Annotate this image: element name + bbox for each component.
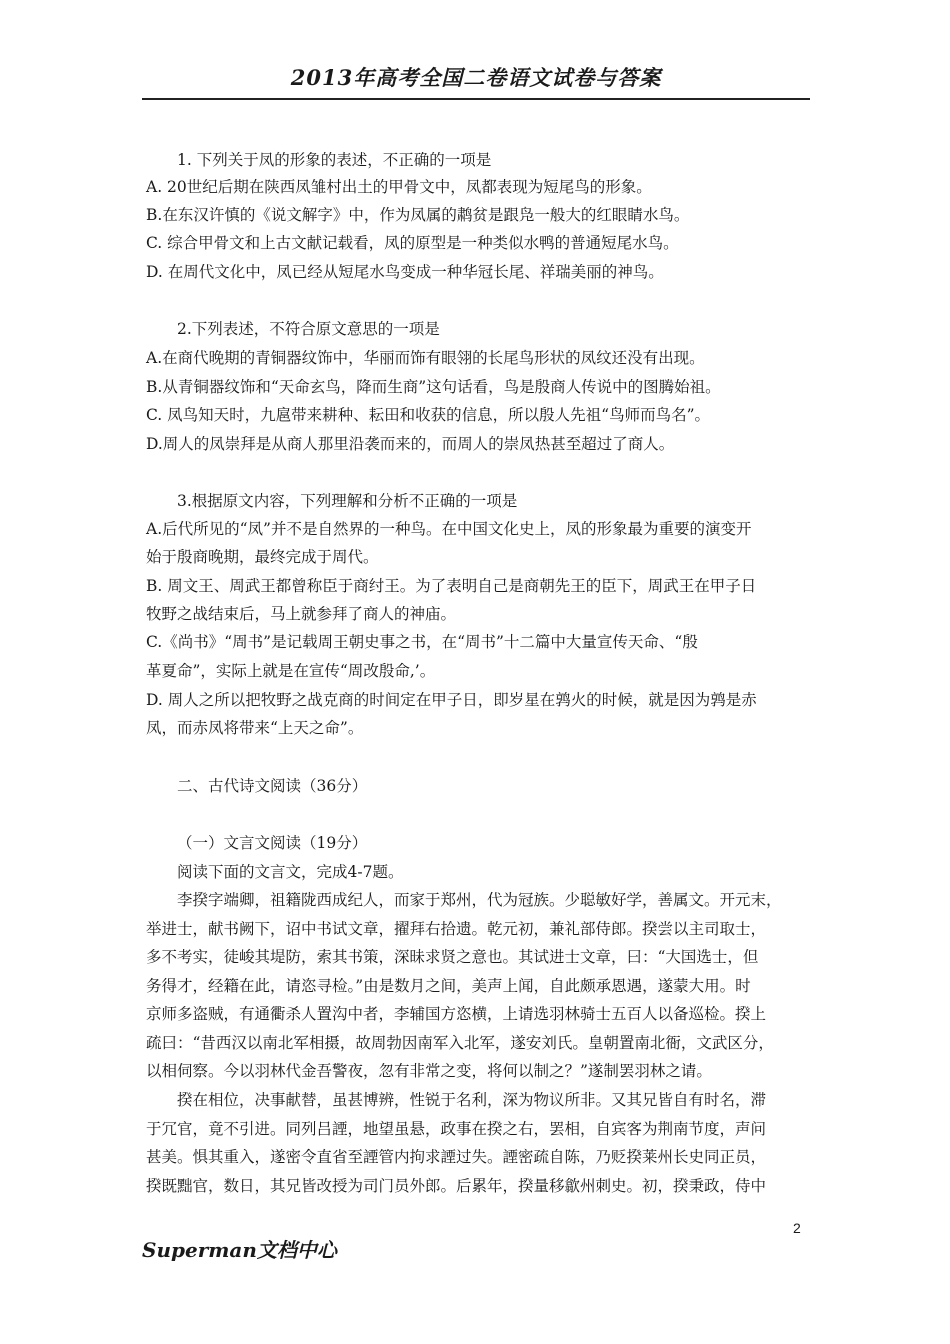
passage-line: 揆在相位，决事献替，虽甚博辨，性锐于名利，深为物议所非。又其兄皆自有时名，滞 xyxy=(177,1091,767,1109)
passage-line: 京师多盗贼，有通衢杀人置沟中者，李辅国方恣横，上请选羽林骑士五百人以备巡检。揆上 xyxy=(146,1005,767,1023)
page-number: 2 xyxy=(793,1220,801,1236)
passage-line: 揆既黜官，数日，其兄皆改授为司门员外郎。后累年，揆量移歙州刺史。初，揆秉政，侍中 xyxy=(146,1177,767,1195)
question-2-option-d: D.周人的凤崇拜是从商人那里沿袭而来的，而周人的崇凤热甚至超过了商人。 xyxy=(146,435,675,453)
reading-instruction: 阅读下面的文言文，完成4-7题。 xyxy=(177,863,404,881)
question-2-option-c: C. 凤鸟知天时，九扈带来耕种、耘田和收获的信息，所以殷人先祖“鸟师而鸟名”。 xyxy=(146,406,711,424)
question-3-option-a-line-1: A.后代所见的“凤”并不是自然界的一种鸟。在中国文化史上，凤的形象最为重要的演变开 xyxy=(146,520,752,538)
passage-line: 以相伺察。今以羽林代金吾警夜，忽有非常之变，将何以制之？”遂制罢羽林之请。 xyxy=(146,1062,712,1080)
question-3-option-c-line-1: C.《尚书》“周书”是记载周王朝史事之书，在“周书”十二篇中大量宣传天命、“殷 xyxy=(146,633,698,651)
question-2-stem: 2.下列表述，不符合原文意思的一项是 xyxy=(177,320,440,338)
section-heading: 二、古代诗文阅读（36分） xyxy=(177,777,368,795)
question-1-stem: 1. 下列关于凤的形象的表述，不正确的一项是 xyxy=(177,151,492,169)
question-3-option-b-line-1: B. 周文王、周武王都曾称臣于商纣王。为了表明自己是商朝先王的臣下，周武王在甲子日 xyxy=(146,577,757,595)
question-3-option-c-line-2: 革夏命”，实际上就是在宣传“周改殷命,’。 xyxy=(146,662,436,680)
question-1-option-b: B.在东汉许慎的《说文解字》中，作为凤属的鹔贫是跟凫一般大的红眼睛水鸟。 xyxy=(146,206,690,224)
passage-line: 多不考实，徒峻其堤防，索其书策，深昧求贤之意也。其试进士文章，曰：“大国选士，但 xyxy=(146,948,759,966)
question-3-option-b-line-2: 牧野之战结束后，马上就参拜了商人的神庙。 xyxy=(146,605,457,623)
question-2-option-b: B.从青铜器纹饰和“天命玄鸟，降而生商”这句话看，鸟是殷商人传说中的图腾始祖。 xyxy=(146,378,721,396)
question-3-option-a-line-2: 始于殷商晚期，最终完成于周代。 xyxy=(146,548,379,566)
passage-line: 举进士，献书阙下，诏中书试文章，擢拜右拾遗。乾元初，兼礼部侍郎。揆尝以主司取士， xyxy=(146,920,767,938)
question-3-option-d-line-2: 凤，而赤凤将带来“上天之命”。 xyxy=(146,719,364,737)
header-divider xyxy=(142,98,810,100)
passage-line: 李揆字端卿，祖籍陇西成纪人，而家于郑州，代为冠族。少聪敏好学，善属文。开元末， xyxy=(177,891,782,909)
subsection-heading: （一）文言文阅读（19分） xyxy=(177,834,368,852)
question-3-option-d-line-1: D. 周人之所以把牧野之战克商的时间定在甲子日，即岁星在鹑火的时候，就是因为鹑是赤 xyxy=(146,691,757,709)
question-1-option-a: A. 20世纪后期在陕西凤雏村出土的甲骨文中，凤都表现为短尾鸟的形象。 xyxy=(146,178,652,196)
passage-line: 于冗官，竟不引进。同列吕諲，地望虽悬，政事在揆之右，罢相，自宾客为荆南节度，声问 xyxy=(146,1120,767,1138)
footer-brand: Superman文档中心 xyxy=(142,1238,337,1262)
document-header-title: 2013年高考全国二卷语文试卷与答案 xyxy=(290,65,662,90)
passage-line: 甚美。惧其重入，遂密令直省至諲管内拘求諲过失。諲密疏自陈，乃贬揆莱州长史同正员， xyxy=(146,1148,767,1166)
question-3-stem: 3.根据原文内容，下列理解和分析不正确的一项是 xyxy=(177,492,518,510)
question-1-option-c: C. 综合甲骨文和上古文献记载看，凤的原型是一种类似水鸭的普通短尾水鸟。 xyxy=(146,234,679,252)
passage-line: 务得才，经籍在此，请恣寻检。”由是数月之间，美声上闻，自此颇承恩遇，遂蒙大用。时 xyxy=(146,977,751,995)
question-2-option-a: A.在商代晚期的青铜器纹饰中，华丽而饰有眼翎的长尾鸟形状的凤纹还没有出现。 xyxy=(146,349,705,367)
passage-line: 疏曰：“昔西汉以南北军相摄，故周勃因南军入北军，遂安刘氏。皇朝置南北衙，文武区分， xyxy=(146,1034,774,1052)
question-1-option-d: D. 在周代文化中，凤已经从短尾水鸟变成一种华冠长尾、祥瑞美丽的神鸟。 xyxy=(146,263,664,281)
